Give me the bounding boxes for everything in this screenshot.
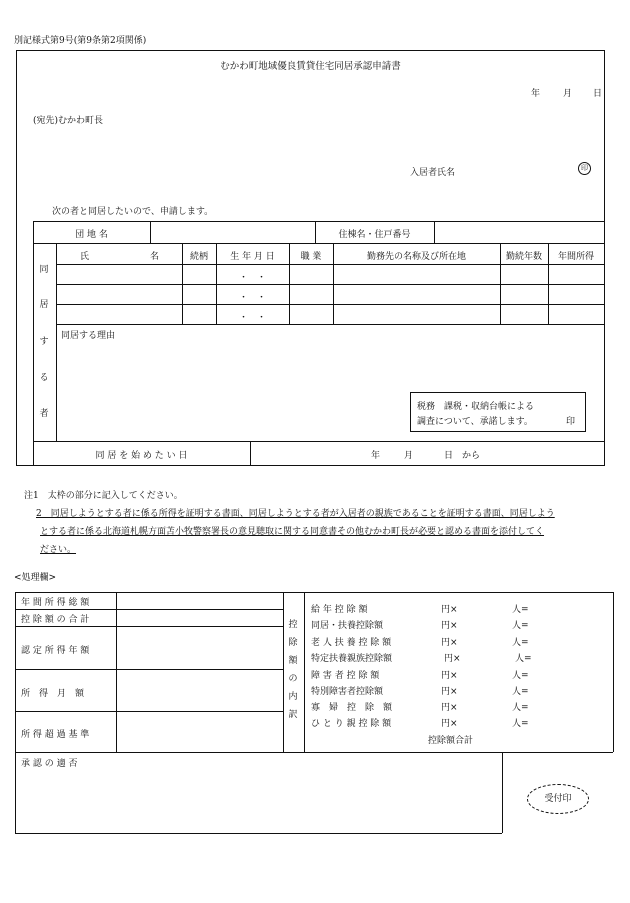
cohabitant-side-char: 同 — [39, 265, 49, 275]
header-birth: 生 年 月 日 — [230, 252, 275, 262]
cohabitant-side-char: る — [39, 373, 49, 383]
table-line — [150, 221, 151, 243]
table-line — [56, 243, 57, 441]
deduction-people: 人= — [512, 605, 529, 615]
birth-dots: ・ ・ — [238, 293, 266, 303]
deduction-people: 人= — [512, 687, 529, 697]
request-text: 次の者と同居したいので、申請します。 — [52, 207, 214, 217]
deduction-people: 人= — [512, 703, 529, 713]
deduction-people: 人= — [515, 654, 532, 664]
table-line — [15, 711, 283, 712]
table-line — [56, 324, 604, 325]
approval-label: 承 認 の 適 否 — [21, 759, 78, 769]
deduction-name: 寡 婦 控 除 額 — [311, 703, 393, 713]
table-line — [33, 441, 604, 442]
deduction-name: 老 人 扶 養 控 除 額 — [311, 638, 392, 648]
table-line — [15, 609, 283, 610]
deduction-total: 控除額合計 — [428, 736, 474, 746]
row-excess-standard: 所 得 超 過 基 準 — [21, 730, 90, 740]
deduction-people: 人= — [512, 671, 529, 681]
deduction-yen: 円× — [441, 671, 458, 681]
cohabitant-side-char: 者 — [39, 409, 49, 419]
table-line — [502, 752, 503, 833]
cohabitant-side-char: す — [39, 337, 49, 347]
form-title: むかわ町地域優良賃貸住宅同居承認申請書 — [220, 61, 401, 72]
deduction-name: 給 年 控 除 額 — [311, 605, 368, 615]
header-job: 職 業 — [300, 252, 322, 262]
row-total-income: 年 間 所 得 総 額 — [21, 598, 90, 608]
table-line — [250, 441, 251, 466]
birth-dots: ・ ・ — [238, 273, 266, 283]
seal-mark: 印 — [578, 162, 591, 175]
consent-line1: 税務 課税・収納台帳による — [417, 402, 535, 412]
row-monthly-income: 所 得 月 額 — [21, 689, 85, 699]
table-line — [33, 221, 604, 222]
consent-line2: 調査について、承諾します。 — [417, 417, 533, 427]
consent-seal: 印 — [566, 417, 576, 427]
addressee: (宛先)むかわ町長 — [33, 116, 104, 126]
start-month: 月 — [404, 451, 414, 461]
unit-label: 住棟名・住戸番号 — [338, 230, 411, 240]
deduction-vertical-char: 訳 — [288, 710, 298, 720]
start-day: 日 — [444, 451, 454, 461]
applicant-label: 入居者氏名 — [410, 168, 456, 178]
header-income: 年間所得 — [557, 252, 594, 262]
table-line — [56, 304, 604, 305]
date-year: 年 — [531, 89, 541, 99]
deduction-vertical-char: 除 — [288, 638, 298, 648]
date-month: 月 — [563, 89, 573, 99]
birth-dots: ・ ・ — [238, 313, 266, 323]
table-line — [15, 669, 283, 670]
deduction-vertical-char: の — [288, 674, 298, 684]
table-line — [33, 221, 34, 466]
header-name-a: 氏 — [80, 252, 90, 262]
complex-label: 団 地 名 — [75, 230, 108, 240]
deduction-name: 同居・扶養控除額 — [311, 621, 384, 631]
table-line — [56, 264, 604, 265]
reason-label: 同居する理由 — [61, 331, 116, 341]
cohabitant-side-char: 居 — [39, 300, 49, 310]
start-label: 同 居 を 始 め た い 日 — [95, 451, 188, 461]
header-relation: 続柄 — [189, 252, 208, 262]
row-certified-income: 認 定 所 得 年 額 — [21, 646, 90, 656]
table-line — [613, 592, 614, 752]
note-2-cont: とする者に係る北海道札幌方面苫小牧警察署長の意見聴取に関する同意書その他むかわ町長が必要と認める書面を添付してく — [40, 527, 545, 537]
deduction-yen: 円× — [441, 605, 458, 615]
form-number: 別記様式第9号(第9条第2項関係) — [14, 36, 147, 46]
receipt-stamp: 受付印 — [527, 784, 589, 814]
note-1: 注1 太枠の部分に記入してください。 — [24, 491, 183, 501]
deduction-name: 特別障害者控除額 — [311, 687, 384, 697]
deduction-name: 特定扶養親族控除額 — [311, 654, 393, 664]
deduction-name: 障 害 者 控 除 額 — [311, 671, 380, 681]
table-line — [33, 243, 604, 244]
table-line — [15, 592, 613, 593]
table-line — [434, 221, 435, 243]
table-line — [15, 592, 16, 833]
table-line — [116, 592, 117, 752]
table-line — [56, 284, 604, 285]
deduction-name: ひ と り 親 控 除 額 — [311, 719, 392, 729]
row-deduction-total: 控 除 額 の 合 計 — [21, 615, 90, 625]
deduction-people: 人= — [512, 621, 529, 631]
note-2: 2 同居しようとする者に係る所得を証明する書面、同居しようとする者が入居者の親族であることを証明する書面、同居しよう — [36, 509, 555, 519]
deduction-people: 人= — [512, 638, 529, 648]
date-day: 日 — [593, 89, 603, 99]
deduction-yen: 円× — [441, 703, 458, 713]
deduction-yen: 円× — [441, 687, 458, 697]
deduction-yen: 円× — [444, 654, 461, 664]
table-line — [304, 592, 305, 752]
deduction-vertical-char: 額 — [288, 656, 298, 666]
note-2-end: ださい。 — [40, 545, 77, 555]
table-line — [15, 833, 502, 834]
deduction-vertical-char: 控 — [288, 620, 298, 630]
deduction-yen: 円× — [441, 621, 458, 631]
header-years: 勤続年数 — [505, 252, 542, 262]
deduction-yen: 円× — [441, 638, 458, 648]
table-line — [283, 592, 284, 752]
deduction-yen: 円× — [441, 719, 458, 729]
deduction-vertical-char: 内 — [288, 692, 298, 702]
deduction-people: 人= — [512, 719, 529, 729]
header-workplace: 勤務先の名称及び所在地 — [366, 252, 466, 262]
header-name-b: 名 — [150, 252, 160, 262]
start-year: 年 — [371, 451, 381, 461]
processing-label: <処理欄> — [14, 573, 57, 583]
table-line — [15, 752, 613, 753]
start-from: から — [462, 451, 481, 461]
table-line — [15, 626, 283, 627]
